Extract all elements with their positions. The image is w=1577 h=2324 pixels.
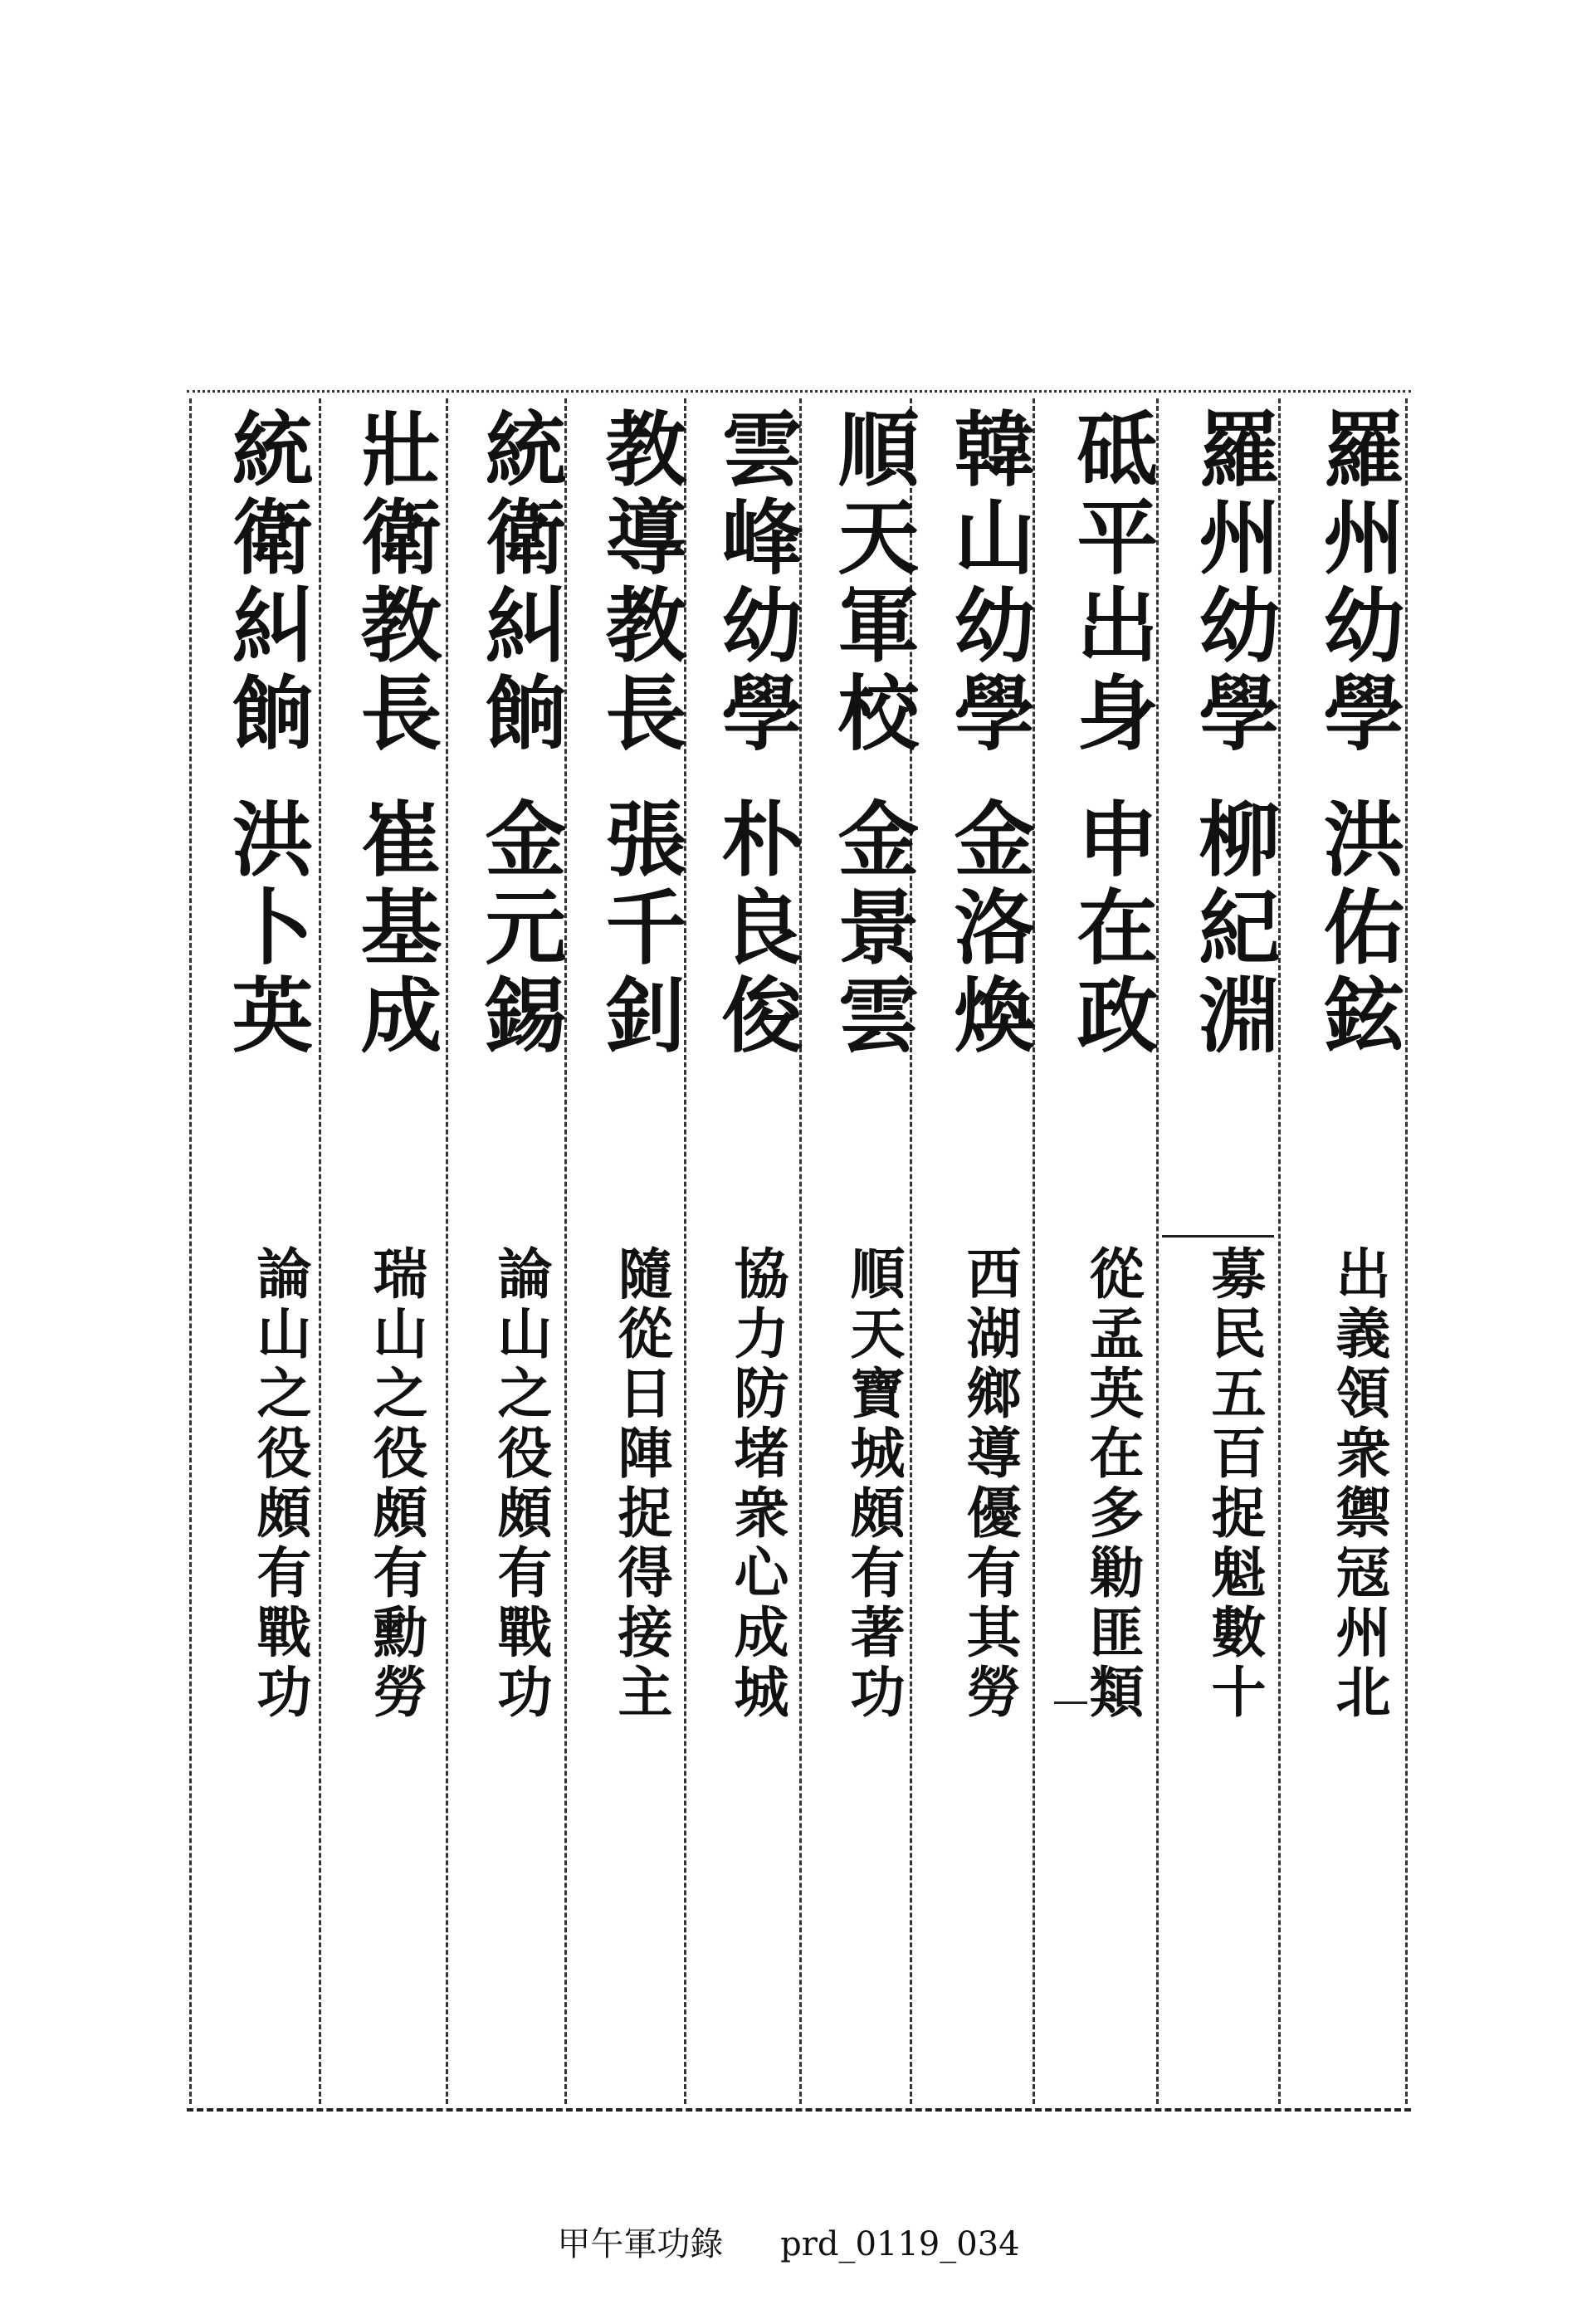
book-title: 甲午軍功錄 xyxy=(557,2225,724,2263)
record-9-name: 崔基成 xyxy=(347,797,442,1061)
record-8-note: 論山之役頗有戰功 xyxy=(488,1245,553,1723)
record-1-title: 羅州幼學 xyxy=(1310,407,1405,759)
record-3-note: 從孟英在多勦匪類 xyxy=(1080,1245,1145,1723)
record-6-note: 協力防堵衆心成城 xyxy=(725,1245,789,1723)
record-10-title: 統衛糾餉 xyxy=(218,407,314,759)
record-4-name: 金洛煥 xyxy=(940,797,1036,1061)
record-2-note: 募民五百捉魁數十 xyxy=(1202,1245,1267,1723)
record-5-note: 順天寶城頗有著功 xyxy=(841,1245,906,1723)
record-3-name: 申在政 xyxy=(1063,797,1159,1061)
record-4-title: 韓山幼學 xyxy=(940,407,1036,759)
record-9-note: 瑞山之役頗有勳勞 xyxy=(364,1245,428,1723)
record-2-name: 柳紀淵 xyxy=(1185,797,1281,1061)
record-3-title: 砥平出身 xyxy=(1063,407,1159,759)
record-5-title: 順天軍校 xyxy=(824,407,920,759)
record-4-note: 西湖鄉導優有其勞 xyxy=(957,1245,1022,1723)
record-8-title: 統衛糾餉 xyxy=(471,407,567,759)
page-footer xyxy=(0,2218,1577,2265)
record-8-name: 金元錫 xyxy=(471,797,567,1061)
column-rule xyxy=(189,398,192,2104)
correction-mark xyxy=(1162,1235,1274,1238)
record-7-name: 張千釗 xyxy=(592,797,687,1061)
record-7-title: 教導教長 xyxy=(592,407,687,759)
record-2-title: 羅州幼學 xyxy=(1185,407,1281,759)
record-6-name: 朴良俊 xyxy=(708,797,803,1061)
record-10-note: 論山之役頗有戰功 xyxy=(247,1245,312,1723)
frame-bottom-border xyxy=(187,2108,1411,2112)
record-5-name: 金景雲 xyxy=(824,797,920,1061)
record-1-note: 出義領衆禦冦州北 xyxy=(1326,1245,1391,1723)
record-9-title: 壯衛教長 xyxy=(347,407,442,759)
page-id: prd_0119_034 xyxy=(780,2225,1020,2263)
record-7-note: 隨從日陣捉得接主 xyxy=(608,1245,673,1723)
record-1-name: 洪佑鉉 xyxy=(1310,797,1405,1061)
record-6-title: 雲峰幼學 xyxy=(708,407,803,759)
frame-top-border xyxy=(187,390,1411,393)
record-10-name: 洪卜英 xyxy=(218,797,314,1061)
